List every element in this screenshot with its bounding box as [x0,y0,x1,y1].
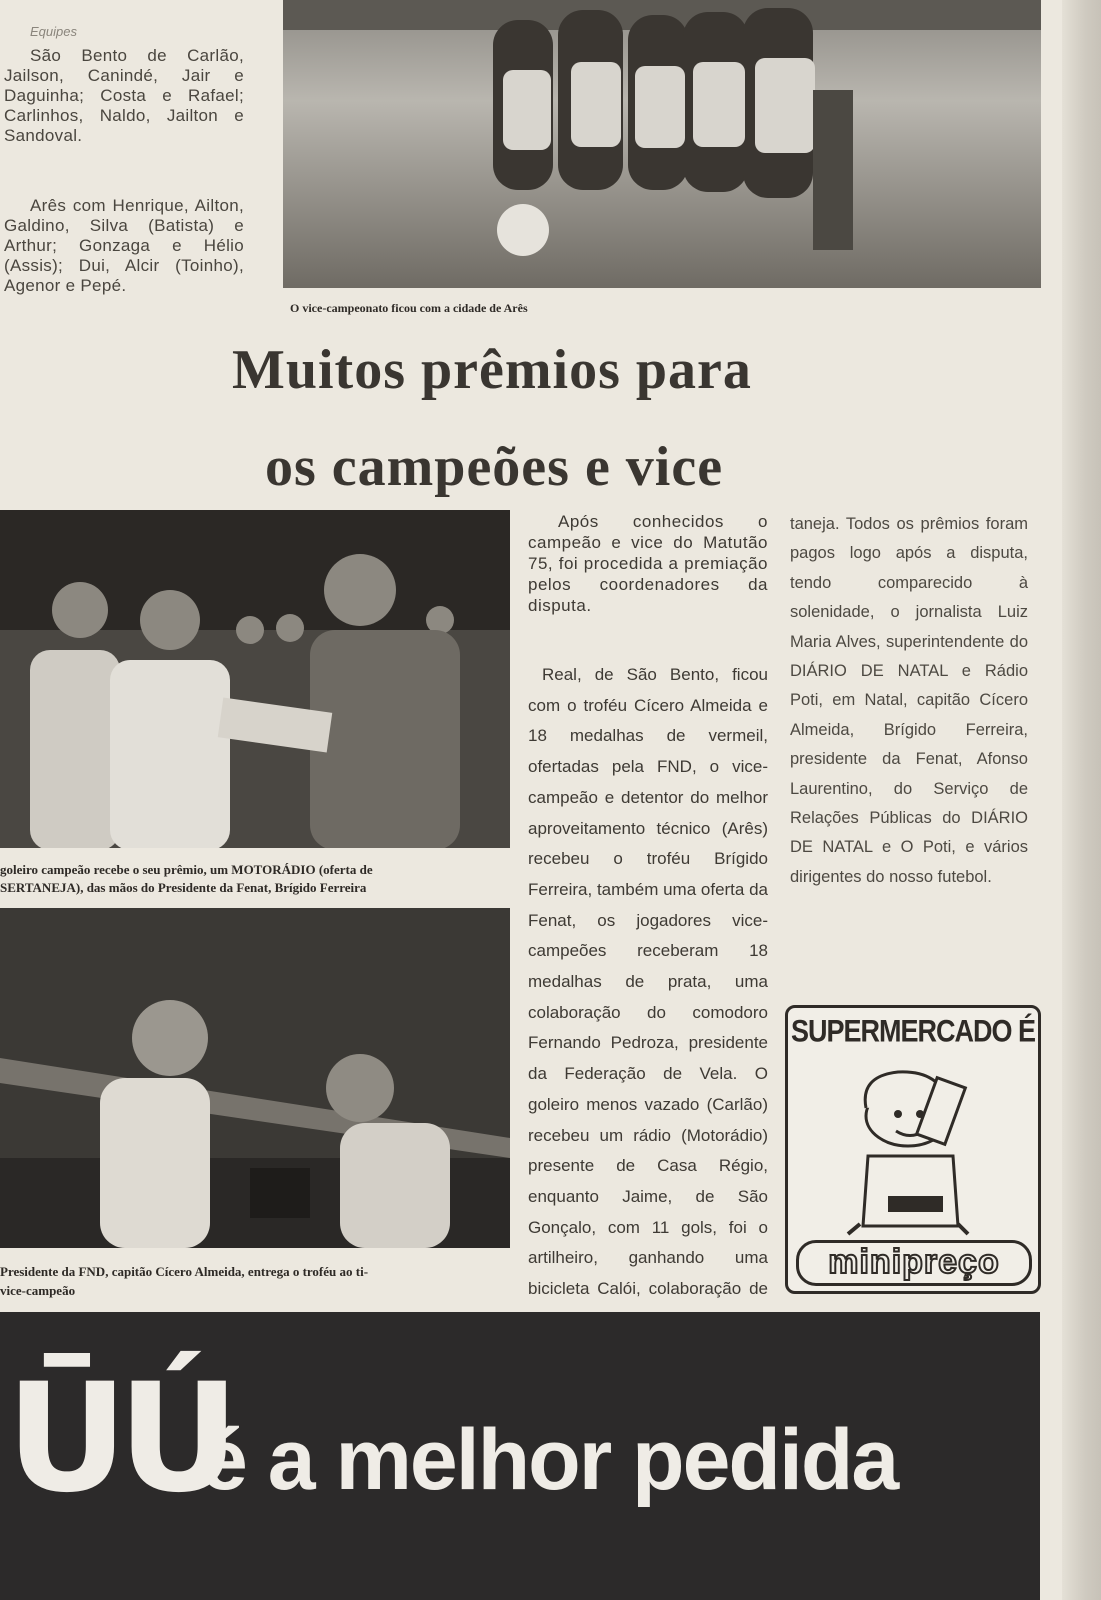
page-edge [1062,0,1101,1600]
headline-line2: os campeões e vice [265,436,724,498]
trophy-handover-caption-1: Presidente da FND, capitão Cícero Almeida, entrega o troféu ao ti- [0,1264,369,1279]
article-intro: Após conhecidos o campeão e vice do Matutão 75, foi procedida a premiação pelos coordenadores da disputa. [528,512,768,615]
article-awards: Real, de São Bento, ficou com o troféu Cícero Almeida e 18 medalhas de vermeil, ofertadas pela FND, o vice-campeão e detentor do melhor aproveitamento técnico (Arês) recebeu o troféu Brígido Ferreira, também uma oferta da Fenat, os jogadores vice-campeões receberam 18 medalhas de prata, uma colaboração do comodoro Fernando Pedroza, presidente da Federação de Vela. O goleiro menos vazado (Carlão) recebeu um rádio (Motorádio) presente de Casa Régio, enquanto Jaime, de São Gonçalo, com 11 gols, foi o artilheiro, ganhando uma bicicleta Calói, colaboração de [528,665,768,1299]
lineup-label: Equipes [30,24,77,39]
headline-line1: Muitos prêmios para [232,339,752,401]
lineup-ares: Arês com Henrique, Ailton, Galdino, Silva (Batista) e Arthur; Gonzaga e Hélio (Assis); Dui, Alcir (Toinho), Agenor e Pepé. [4,196,244,295]
supermarket-ad [785,1005,1041,1294]
team-photo-image [283,0,1041,288]
trophy-handover-caption-2: vice-campeão [0,1283,76,1298]
goalkeeper-award-image [0,510,510,848]
banner-logo: ŪÚ [6,1352,230,1526]
goalkeeper-award-caption-1: goleiro campeão recebe o seu prêmio, um MOTORÁDIO (oferta de [0,862,373,877]
shopping-bag-mascot-icon [788,1056,1038,1236]
ad-brand-text: minipreço [828,1243,1000,1281]
article-attendees: taneja. Todos os prêmios foram pagos logo após a disputa, tendo comparecido à solenidade, o jornalista Luiz Maria Alves, superintendente do DIÁRIO DE NATAL e Rádio Poti, em Natal, capitão Cícero Almeida, Brígido Ferreira, presidente da Fenat, Afonso Laurentino, do Serviço de Relações Públicas do DIÁRIO DE NATAL e O Poti, e vários dirigentes do nosso futebol. [790,515,1028,886]
beverage-banner-ad [0,1312,1040,1600]
banner-slogan: é a melhor pedida [200,1412,898,1508]
ad-heading: SUPERMERCADO É [790,1013,1036,1049]
trophy-handover-photo [0,908,510,1248]
trophy-handover-image [0,908,510,1248]
goalkeeper-award-caption-2: SERTANEJA), das mãos do Presidente da Fenat, Brígido Ferreira [0,880,367,895]
team-photo-caption: O vice-campeonato ficou com a cidade de Arês [290,301,528,315]
goalkeeper-award-photo [0,510,510,848]
article-column-2 [790,510,1028,892]
team-photo-ares [283,0,1041,288]
article-column-1 [528,511,768,1335]
lineup-sao-bento: São Bento de Carlão, Jailson, Canindé, Jair e Daguinha; Costa e Rafael; Carlinhos, Naldo, Jailton e Sandoval. [4,46,244,145]
